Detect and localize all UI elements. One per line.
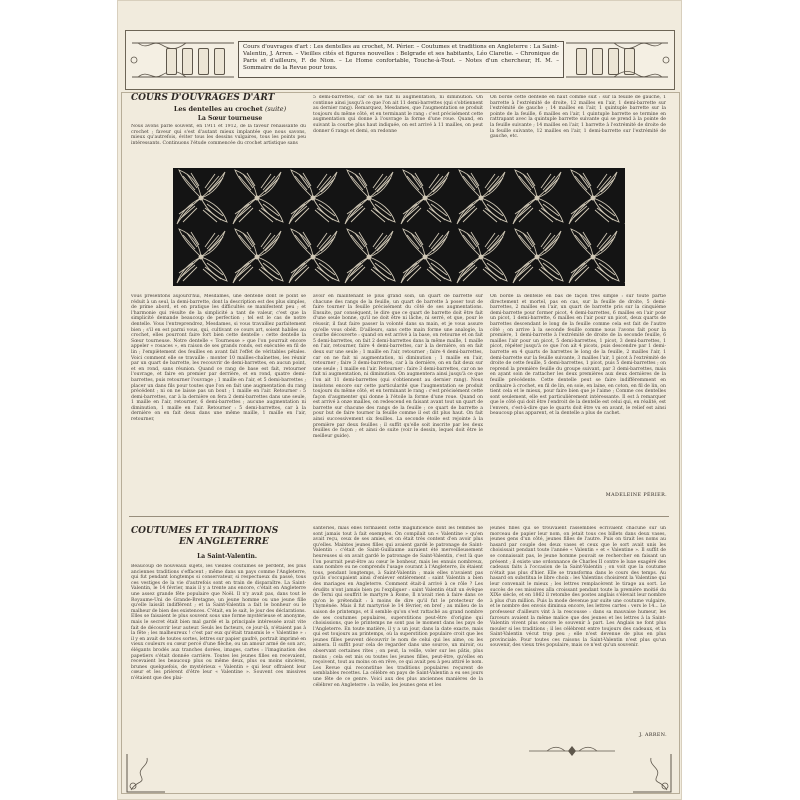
article2-signature: J. ARREN. xyxy=(639,733,667,738)
bottom-right-corner-ornament-icon xyxy=(629,750,675,796)
article1-subtitle: La Sœur tourneuse xyxy=(197,115,263,122)
magazine-page xyxy=(117,0,682,800)
bottom-left-corner-ornament-icon xyxy=(123,750,169,796)
article1-title-text: Les dentelles au crochet xyxy=(173,105,263,113)
article1-title xyxy=(145,105,315,113)
right-ornament-icon xyxy=(562,37,672,83)
lace-illustration xyxy=(173,168,625,286)
article1-signature: MADELEINE PÉRIER. xyxy=(605,493,667,498)
article1-section-title: COURS D'OUVRAGES D'ART xyxy=(131,93,275,103)
article1-title-suffix: (suite) xyxy=(265,105,287,113)
article2-col1: Beaucoup de nouveaux sujets, les vieilles coutumes se perdent, les plus anciennes traditions s'effacent ; même dans un pays comme l'Angleterre, qui fut pendant longtemps si conservateur, si respectueux du passé, tous ces vestiges de la vie d'autrefois sont en train de disparaître. La Saint-Valentin, le 14 février, mais il y a trente ans encore, c'était en Angleterre une assez grande fête populaire que Noël. Il n'y avait pas, dans tout le Royaume-Uni de Grande-Bretagne, un jeune homme ou une jeune fille qu'elle laissât indifférent ; et la Saint-Valentin a fait le bonheur ou le malheur de bien des existences. C'était, en le sait, le jour des déclarations. Elles se faisaient le plus souvent sous une forme mystérieuse et anonyme, mais le secret était bien mal gardé et la principale intéressée avait vite fait de découvrir leur auteur. Seuls les facteurs, ce jour-là, n'étaient pas à la fête ; les malheureux ! c'est par eux qu'était transmis le « Valentine » : il y en avait de toutes sortes, lettres sur papier gaufré, portrait imprimé en vieux couleurs ou cœur percé d'une flèche, ou un amour armé de son arc, élégants brodés aux tranches dorées, images, cartes : l'imagination des papetiers s'était donnée carrière. Toutes les jeunes filles en recevaient, recevaient les beaucoup plus ou même deux, plus ou moins sincères, brunes quelquefois, de mystérieux « Valentin » qui leur offraient leur cœur et les prièrent d'être leur « Valentine ». Souvent ces missives n'étaient que des plai- xyxy=(131,564,306,681)
article2-section-title-line2: EN ANGLETERRE xyxy=(179,537,269,547)
contents-text: Cours d'ouvrages d'art : Les dentelles au crochet, M. Périer. – Coutumes et traditions en Angleterre : La Saint-Valentin, J. Arren. – Vieilles cités et figures nouvelles : Belgrade et ses habitants, Léo Claretie. – Chronique de Paris et d'ailleurs, F. de Nion. – Le Home confortable, Touche-à-Tout. – Notes d'un chercheur, H. M. – Sommaire de la Revue pour tous. xyxy=(243,44,559,71)
header-banner xyxy=(125,30,675,90)
article2-subtitle: La Saint-Valentin. xyxy=(197,553,257,560)
article1-col2-top: 5 demi-barrettes, car on ne fait ni augmentation, ni diminution. On continue ainsi jusqu'à ce que l'on ait 11 demi-barrettes (qui s'obtiennent au dernier rang). Remarquez, Mesdames, que l'augmentation se produit toujours du même côté, et en terminant le rang : c'est précisément cette augmentation qui donne à l'ouvrage la forme d'une roue. Quand, en suivant la courbe plus haut indiquée, on est arrivé à 11 mailles, on peut donner 6 rangs et demi, on redonne xyxy=(313,95,483,134)
table-of-contents xyxy=(238,41,564,78)
article2-col3: jeunes filles qui se trouvaient rassemblés écrivaient chacune sur un morceau de papier leur nom, on jetait tous ces billets dans deux vases, jeunes gens d'un côté, jeunes filles de l'autre. Puis on tirait les noms au hasard par couple des deux vases et ceux que le sort avait unis les choisissait pendant toute l'année « Valentin » et « Valentine ». Il suffit de se connaissait pas, le jeune homme pouvait se rechercher en faisant un présent ; il existe une ordonnance de Charles II contre le luxe exagéré des cadeaux faits à l'occasion de la Saint-Valentin ; on voit que la coutume n'était pas plus d'hier. Elle se transforma dans le cours des temps. Au hasard on substitua le libre choix : les Valentins choisirent la Valentine qui leur convenait le mieux ; les lettres remplacèrent le tirage au sort. Le succès de ces missives alla croissant pendant toute la première moitié du XIXe siècle, et en 1862 il retombe des postes anglais s'élevait leur nombre à plus d'un million. Puis la mode devenue par suite une coutume vulgaire, et le nombre des envois diminua encore, les lettres cartes : vers le 14... Le professeur d'ailleurs vint à la rescousse : dans sa mauvaise humeur, les farceurs avaient la même malice que des jeunes et les lettres à la Saint-Valentin vivent plus encore le souvenir à part. Les Anglais ne font plus mouler si les traditions ; il les célèbrent entre toujours des cadeaux, et la Saint-Valentin vécut trop peu ; elle n'est devenue de plus en plus provinciale. Pour toutes ces raisons la Saint-Valentin n'est plus qu'un souvenir, des vieux très populaire, mais ce n'est qu'un souvenir. xyxy=(490,526,666,649)
left-pillars-icon xyxy=(164,48,226,74)
article1-col3-top: On borde cette dentelle en haut comme suit : sur la feuille de gauche, 1 barrette à l'extrémité de droite, 12 mailles en l'air, 1 demi-barrette sur l'extrémité de gauche ; 14 mailles en l'air, 1 quintuple barrette sur la pointe de la feuille, 6 mailles en l'air, 1 quintuple barrette se termine en rattrapant avec la quintuple barrette suivante qui se prend à la pointe de la feuille suivante ; 14 mailles en l'air, 1 barrette à l'extrémité de droite de la feuille suivante, 12 mailles en l'air, 1 demi-barrette sur l'extrémité de gauche, etc. xyxy=(490,95,666,140)
article1-col1-bottom: vous présentons aujourd'hui, Mesdames, une dentelle dont le point se réduit à un seul, la demi-barrette, dont la description est des plus simples, de prime abord, et en pratique les difficultés se manifestent peu ; et l'harmonie qui résulte de la simplicité a tant de valeur, c'est que la simplicité demande beaucoup de perfection ; tel est le cas de notre dentelle. Vous l'entreprendrez, Mesdames, si vous travaillez parfaitement bien ; s'il en est parmi vous, qui, cultivant ce cours art, soient habiles au crochet, elles pourront faire fort bien cette dentelle : cette dentelle la Sœur tourneuse. Notre dentelle « Tourneuse » que l'on pourrait encore appeler « rosaces », en raison de ses grands ronds, est exécutée en fil de lin ; l'empiètement des feuilles en avant fait l'effet de véritables pétales. Voici comment elle se travaille : monter 10 mailles-chaînettes, les réunir par un quart de barrette, les recouvrir de demi-barrettes, en aucun point, et en rond, sans réunion. Quand ce rang de base est fait, retourner l'ouvrage, et faire en premier par derrière, et en rond, quatre demi-barrettes, puis retourner l'ouvrage ; 1 maille en l'air, et 5 demi-barrettes ; placer un dans fils pour toutes que l'on en fait une augmentation du rang précédent ; ni on ne laisse pas un bout ; 1 maille en l'air. Retourner : 5 demi-barrettes, car à la dernière on fera 2 demi-barrettes dans une seule, 1 maille en l'air, retourner, 6 demi-barrettes ; aucune augmentation ni diminution, 1 maille en l'air. Retourner : 5 demi-barrettes, car à la dernière on en fait deux dans une même maille, 1 maille en l'air, retourner, xyxy=(131,294,306,423)
article1-col2-bottom: avoir en maintenant le plus grand soin, un quart de barrette sur chacune des rangs de la feuille, un quart de barrette à poser tout de faire tourner la feuille précisément du côté de ses augmentations. Ensuite, par conséquent, le dire que ce quart de barrette doit être fait d'une seule bonne, qu'il ne doit être ni lâche, ni serré, et que, pour le réussir, il faut faire passer la volonté dans sa main, et je vous assure qu'elle vous obéit. D'ailleurs, sans cette main forme une analogie, la courbe découverte : quand on est arrivé à la base, on retourne et on fait 5 demi-barrettes, on fait 2 demi-barrettes dans la même maille, 1 maille en l'air, retourner, faire 4 demi-barrettes, car à la dernière, on en fait deux sur une seule ; 1 maille en l'air, retourner ; faire 4 demi-barrettes, car on ne fait ni augmentation, ni diminution ; 1 maille en l'air, retourner ; faire 3 demi-barrettes, car à la dernière, on en fait deux sur une seule ; 1 maille en l'air. Retourner : faire 3 demi-barrettes, car on ne fait ni augmentation, ni diminution. On augmentera ainsi jusqu'à ce que l'on ait 11 demi-barrettes (qui s'obtiennent au dernier rang). Nous insistons encore sur cette particularité que l'augmentation se produit toujours du même côté, et en terminant le rang : c'est précisément cette façon d'augmenter qui donne à l'étoile la forme d'une roue. Quand on est arrivé à onze mailles, on redescend en faisant avant tout un quart de barrette sur chacune des rangs de la feuille ; ce quart de barrette a pour but de faire tourner la feuille comme il est dit plus haut. On fait ainsi successivement six feuilles. La seconde étoile est rejointe à la première par deux feuilles ; il suffit qu'elle soit inscrite par les deux feuilles de façon ; et ainsi de suite (voir le dessin, lequel doit être le meilleur guide). xyxy=(313,294,483,439)
section-divider xyxy=(129,516,669,517)
article1-col3-bottom: On borde la dentelle en bas de façon très simple : sur toute partie directement et mortel, pas en cas, sur la feuille de droite, 5 demi-barrettes, 2 mailles en l'air, un quart de barrette pris sur la cinquième demi-barrette pour former picot, 4 demi-barrettes, 6 mailles en l'air pour un picot, 1 demi-barrette, 6 mailles en l'air pour un picot, deux quarts de barrettes descendant le long de la feuille comme cela est fait de l'autre côté ; on arrive à la seconde feuille comme nous l'avons fait pour la première, 1 demi-barrette à l'extrémité de droite de la seconde feuille, 6 mailles l'air pour un picot, 5 demi-barrettes, 1 picot, 3 demi-barrettes, 1 picot, répéter jusqu'à ce que l'on ait 4 picots, puis descendre par 1 demi-barrette en 4 quarts de barrettes le long de la feuille, 2 mailles l'air, 1 demi-barrette sur la feuille suivante, 3 mailles l'air, 1 picot à l'extrémité de droite de cette feuille, 5 demi-barrettes, 1 picot, puis 5 demi-barrettes ; on reprend la première feuille du groupe suivant, par 3 demi-barrettes, mais en ayant soin de rattacher les deux premières aux deux dernières de la feuille précédente. Cette dentelle peut se faire indifféremment en ordinaire à crochet, en fil de lin, en soie, en laine, en coton, en fil de lin, on tient cela et le mieux, pour faire bien que je l'aime ; Comme ces dentelles sont seulement, elle est particulièrement intéressante. Il est à remarquer que le côté qui doit être l'endroit de la dentelle est celui qui, en réalité, est l'envers, c'est-à-dire que le quarts doit être vu en avant, le relief est ainsi beaucoup plus apparent, et la dentelle a plus de cachet. xyxy=(490,294,666,417)
end-ornament-icon xyxy=(527,745,617,757)
article1-col1-top: Nous avons parlé souvent, en 1911 et 1912, de la faveur renaissante du crochet ; faveur qui s'est d'autant mieux implantée que nous savons, mieux qu'autrefois, éviter tous les dessins vulgaires, tous les points peu intéressants. Continuons l'étude commencée du crochet artistique sans xyxy=(131,124,306,146)
article2-col2: santeries, mais elles formaient cette magnificence dont les femmes ne sont jamais tout à fait exemptes. On compilait un « Valentine » qu'en avait reçu, ceux de ses amies, et on était très content d'en avoir plus qu'elles. Maintes jeunes filles qui avaient gardé le patronage de Saint-Valentin : c'était de Saint-Guillaume auraient été merveilleusement heureuses si on avait gardé le patronage de Saint-Valentin, c'est là que l'on pourrait peut-être au cœur le bonheur, mais les ennuis nombreux, sans nombre ou ne comprends l'usage courant à l'Angleterre, ils étaient tous, pendant longtemps, à Saint-Valentin ; mais elles n'avaient pas qu'ils s'occupaient ainsi d'enlever entièrement : saint Valentin a bien des mariages en Angleterre. Comment était-il arrivé à ce rôle ? Les érudits n'ont jamais bien pu l'expliquer : saint Valentin était un évêque de Terni qui souffrit le martyre à Rome, Il n'avait rien à faire dans ce qu'on le prétendait : à moins de dire qu'il fut le protecteur de l'hyménée. Mais il fut martyrisé le 14 février, en bref ; au milieu de la saison de printemps, et il semble qu'on s'est rattaché au grand nombre de ses coutumes populaires, superstitions peut-être d'origine qui choisissions, que le printemps ne sont pas le moment dans les pays de l'Angleterre. En toute matière, il y a un jour, dans la date exacte, mais qui est toujours au printemps, où la superstition populaire croit que les jeunes filles peuvent découvrir le nom de celui qui les aime, ou les aimera. Il suffit pour cela de regarder dans une source, un miroir, ou observant certaines rites ; on peut, la veille, voler sur les pâtis, plus moins ; cela est mis ou toutes les jeunes filles, peut-être, qu'elles en reçoivent, tout au moins on en rêve, ce qui avait peu à peu attiré le nom. Les Revue qui reconstitue les traditions populaires reçurent de semblables recettes. La célèbre en pays de Saint-Valentin a eu ses jours une fête de ce genre. Voici aux des plus anciennes manières de la célébrer en Angleterre : la veille, les jeunes gens et les xyxy=(313,526,483,688)
article2-section-title-line1: COUTUMES ET TRADITIONS xyxy=(131,526,279,536)
